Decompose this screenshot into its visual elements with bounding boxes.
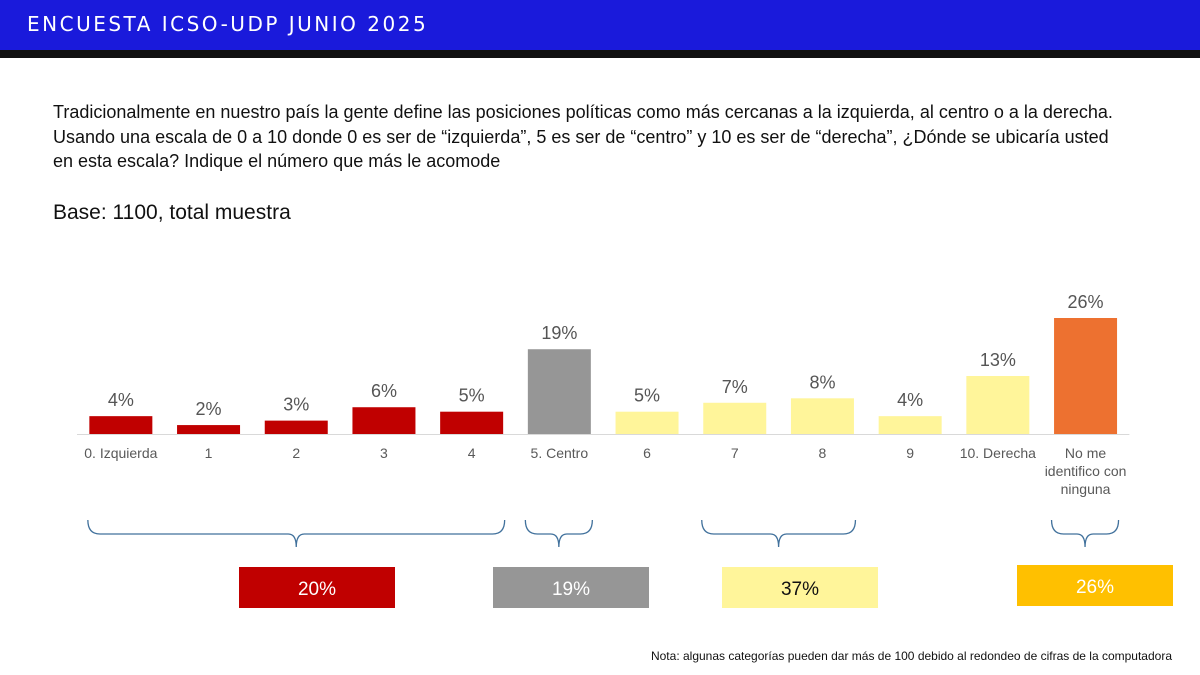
x-tick-label: 1 (204, 445, 213, 461)
x-tick-label: 7 (730, 445, 739, 461)
bar (791, 398, 854, 434)
group-brace (525, 520, 592, 547)
x-tick-label: 5. Centro (530, 445, 589, 461)
x-tick-label: No me identifico con ninguna (1044, 445, 1127, 497)
x-tick-label: 6 (643, 445, 651, 461)
bar (528, 349, 591, 434)
bar-value-label: 5% (458, 385, 485, 406)
bar-value-label: 19% (541, 323, 578, 344)
x-tick-label: 4 (467, 445, 476, 461)
bar (966, 376, 1029, 434)
bar-value-label: 4% (897, 390, 924, 411)
x-tick-label: 0. Izquierda (84, 445, 158, 461)
x-tick-label: 10. Derecha (959, 445, 1036, 461)
footnote: Nota: algunas categorías pueden dar más de 100 debido al redondeo de cifras de la computadora (650, 649, 1172, 663)
bar-value-label: 4% (107, 390, 134, 411)
group-brace (88, 520, 505, 547)
bar-value-label: 8% (809, 372, 836, 393)
question-text: Tradicionalmente en nuestro país la gente define las posiciones políticas como más cercanas a la izquierda, al centro o a la derecha. Usando una escala de 0 a 10 donde 0 es ser de “izquierda”, 5 es ser de “centro” y 10 es ser de “derecha”, ¿Dónde se ubicaría usted en esta escala? Indique el número que más le acomode (53, 102, 1113, 171)
bar-value-label: 3% (283, 394, 310, 415)
bar (352, 407, 415, 434)
bar (89, 416, 152, 434)
summary-value-label: 19% (551, 579, 591, 600)
bar-value-label: 6% (370, 381, 397, 402)
base-text: Base: 1100, total muestra (53, 201, 291, 224)
bar (1054, 318, 1117, 434)
bar-value-label: 2% (195, 399, 222, 420)
bar-value-label: 7% (721, 376, 748, 397)
bar-value-label: 13% (979, 350, 1016, 370)
group-brace (1052, 520, 1119, 547)
bar-value-label: 26% (1067, 292, 1104, 312)
bar (265, 421, 328, 434)
x-tick-label: 8 (818, 445, 827, 461)
bar (879, 416, 942, 434)
summary-value-label: 26% (1075, 577, 1115, 598)
bar (440, 412, 503, 434)
summary-value-label: 20% (297, 579, 337, 600)
group-brace (702, 520, 856, 547)
bar (177, 425, 240, 434)
bar-value-label: 5% (634, 385, 661, 406)
x-tick-label: 3 (380, 445, 388, 461)
bar (616, 412, 679, 434)
x-tick-label: 9 (906, 445, 915, 461)
x-tick-label: 2 (292, 445, 301, 461)
summary-value-label: 37% (780, 579, 820, 600)
bar (703, 403, 766, 434)
header-title: ENCUESTA ICSO-UDP JUNIO 2025 (27, 12, 429, 36)
